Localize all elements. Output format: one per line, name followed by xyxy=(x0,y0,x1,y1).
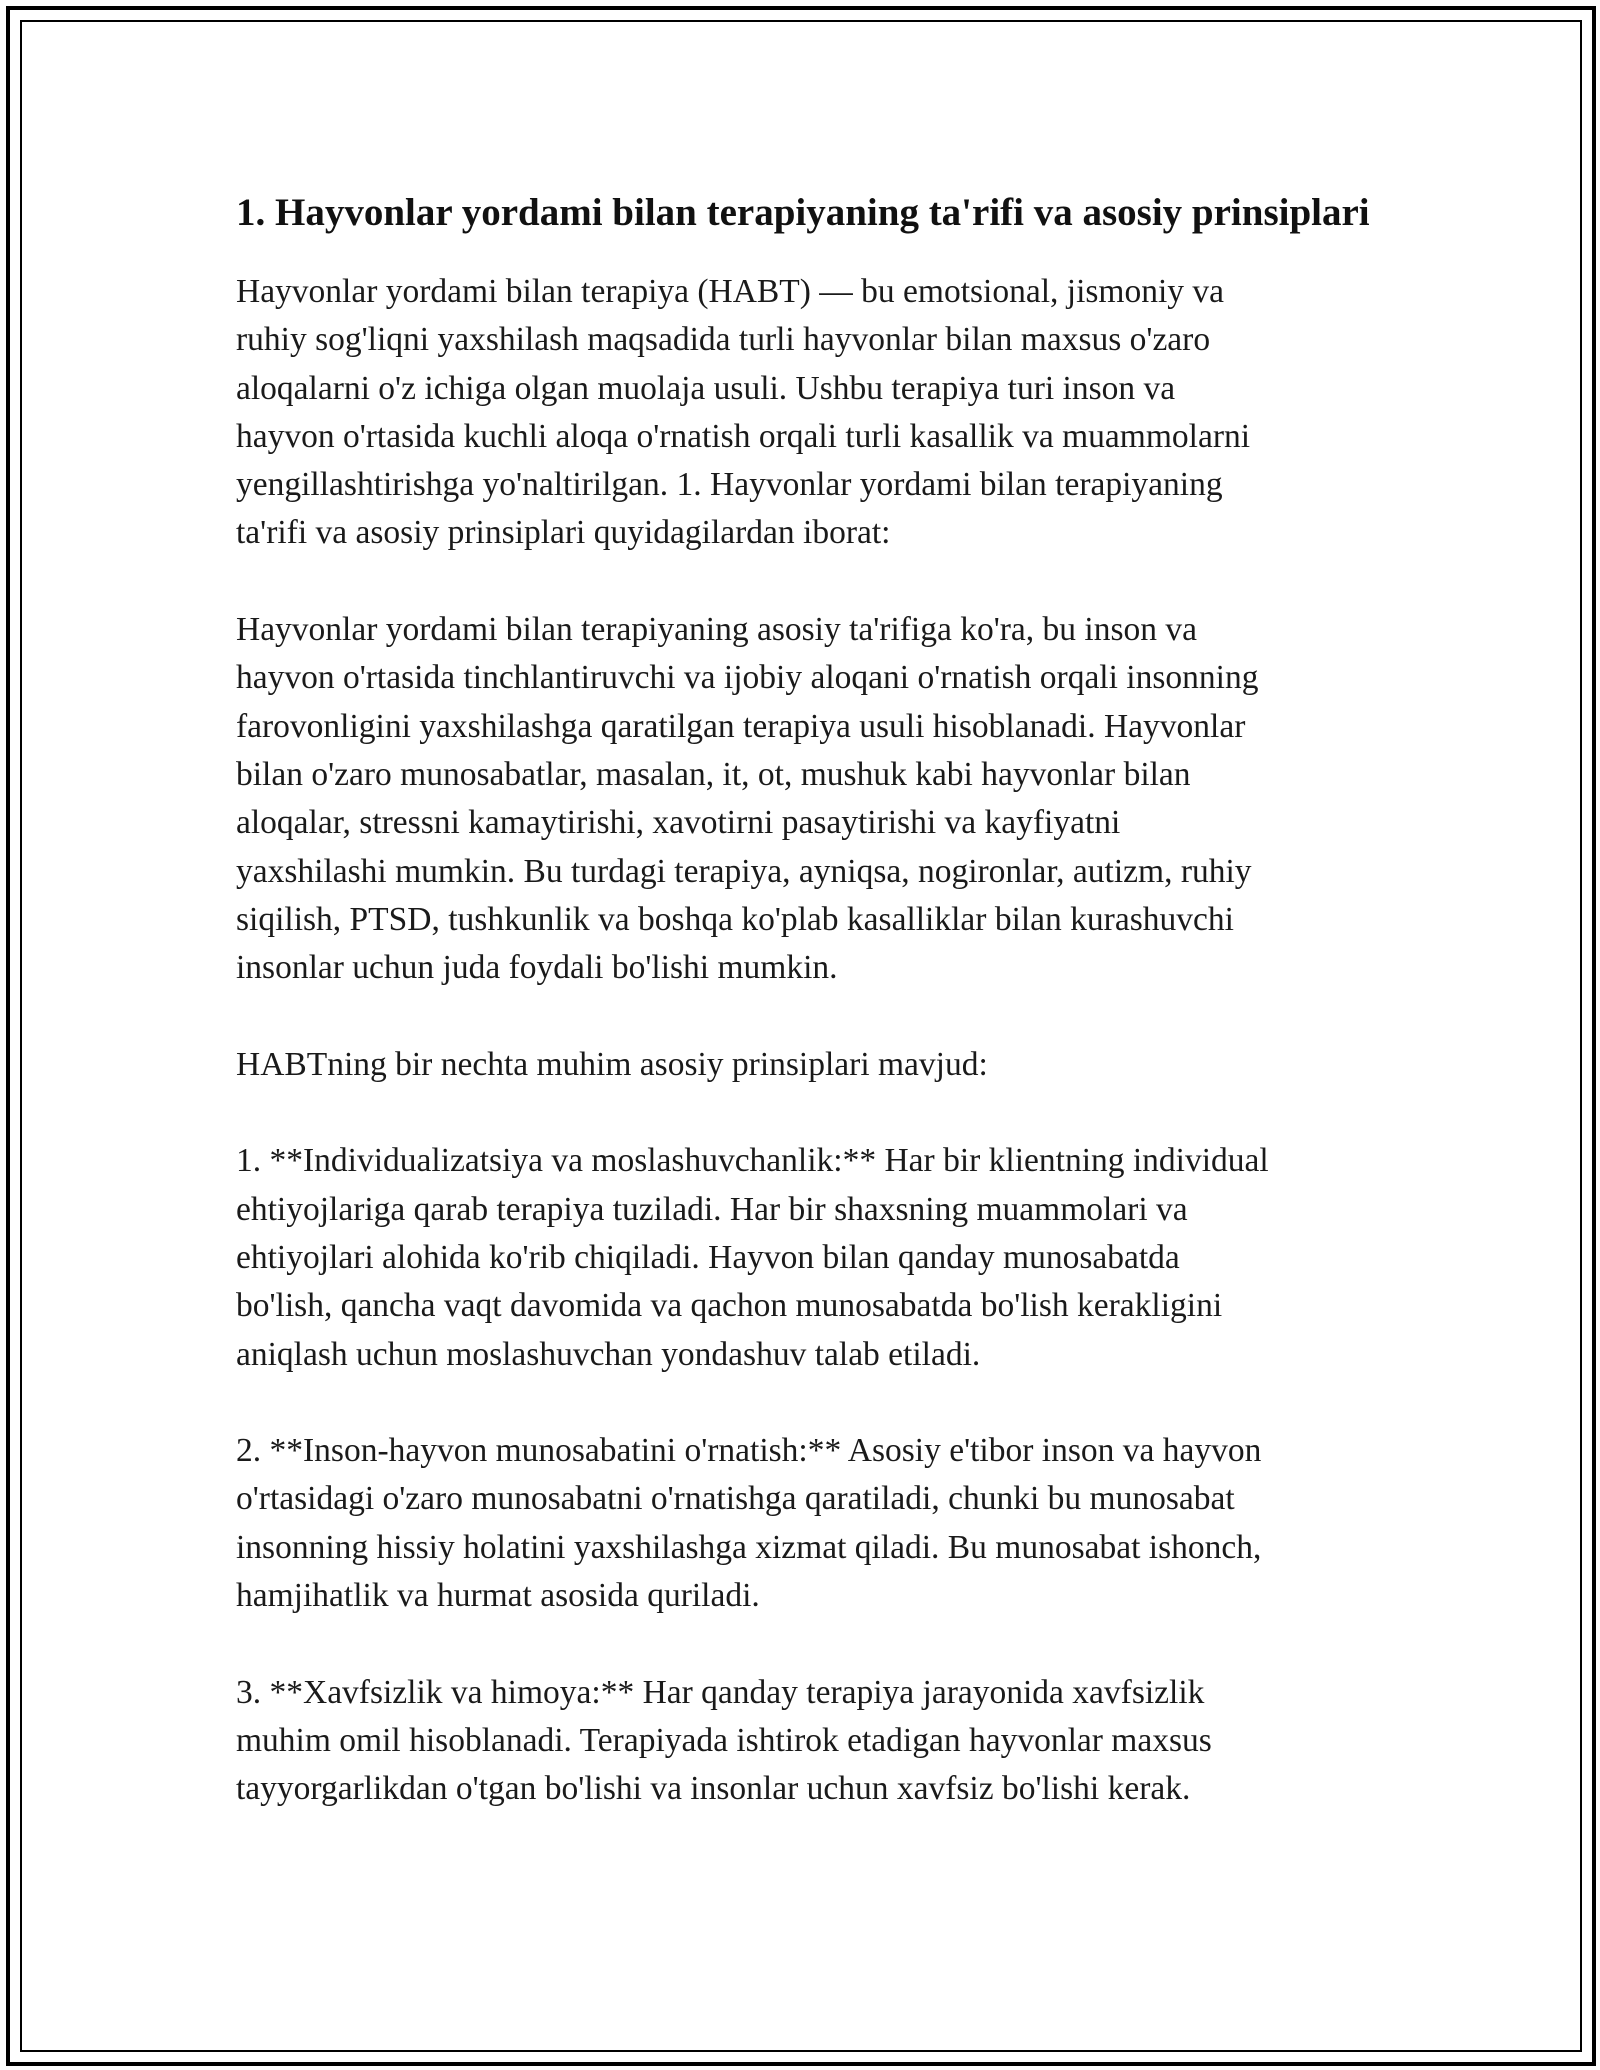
paragraph-spacer xyxy=(236,992,1376,1040)
document-body xyxy=(236,185,1376,1814)
principle-item-1: 1. **Individualizatsiya va moslashuvchanlik:** Har bir klientning individual ehtiyojlariga qarab terapiya tuziladi. Har bir shaxsning muammolari va ehtiyojlari alohida ko'rib chiqiladi. Hayvon bilan qanday munosabatda bo'lish, qancha vaqt davomida va qachon munosabatda bo'lish kerakligini aniqlash uchun moslashuvchan yondashuv talab etiladi. xyxy=(236,1142,1269,1373)
paragraph-description: Hayvonlar yordami bilan terapiyaning asosiy ta'rifiga ko'ra, bu inson va hayvon o'rtasida tinchlantiruvchi va ijobiy aloqani o'rnatish orqali insonning farovonligini yaxshilashga qaratilgan terapiya usuli hisoblanadi. Hayvonlar bilan o'zaro munosabatlar, masalan, it, ot, mushuk kabi hayvonlar bilan aloqalar, stressni kamaytirishi, xavotirni pasaytirishi va kayfiyatni yaxshilashi mumkin. Bu turdagi terapiya, ayniqsa, nogironlar, autizm, ruhiy siqilish, PTSD, tushkunlik va boshqa ko'plab kasalliklar bilan kurashuvchi insonlar uchun juda foydali bo'lishi mumkin. xyxy=(236,611,1259,987)
paragraph-definition: Hayvonlar yordami bilan terapiya (HABT) — bu emotsional, jismoniy va ruhiy sog'liqni yaxshilash maqsadida turli hayvonlar bilan maxsus o'zaro aloqalarni o'z ichiga olgan muolaja usuli. Ushbu terapiya turi inson va hayvon o'rtasida kuchli aloqa o'rnatish orqali turli kasallik va muammolarni yengillashtirishga yo'naltirilgan. 1. Hayvonlar yordami bilan terapiyaning ta'rifi va asosiy prinsiplari quyidagilardan iborat: xyxy=(236,273,1251,552)
paragraph-spacer xyxy=(236,1379,1376,1427)
paragraph-spacer xyxy=(236,558,1376,606)
principle-item-2: 2. **Inson-hayvon munosabatini o'rnatish:** Asosiy e'tibor inson va hayvon o'rtasidagi o'zaro munosabatni o'rnatishga qaratiladi, chunki bu munosabat insonning hissiy holatini yaxshilashga xizmat qiladi. Bu munosabat ishonch, hamjihatlik va hurmat asosida quriladi. xyxy=(236,1432,1262,1615)
paragraph-spacer xyxy=(236,1089,1376,1137)
section-heading: 1. Hayvonlar yordami bilan terapiyaning ta'rifi va asosiy prinsiplari xyxy=(236,191,1370,234)
paragraph-principles-intro: HABTning bir nechta muhim asosiy prinsiplari mavjud: xyxy=(236,1045,988,1083)
paragraph-spacer xyxy=(236,1620,1376,1668)
principle-item-3: 3. **Xavfsizlik va himoya:** Har qanday terapiya jarayonida xavfsizlik muhim omil hisoblanadi. Terapiyada ishtirok etadigan hayvonlar maxsus tayyorgarlikdan o'tgan bo'lishi va insonlar uchun xavfsiz bo'lishi kerak. xyxy=(236,1673,1212,1808)
